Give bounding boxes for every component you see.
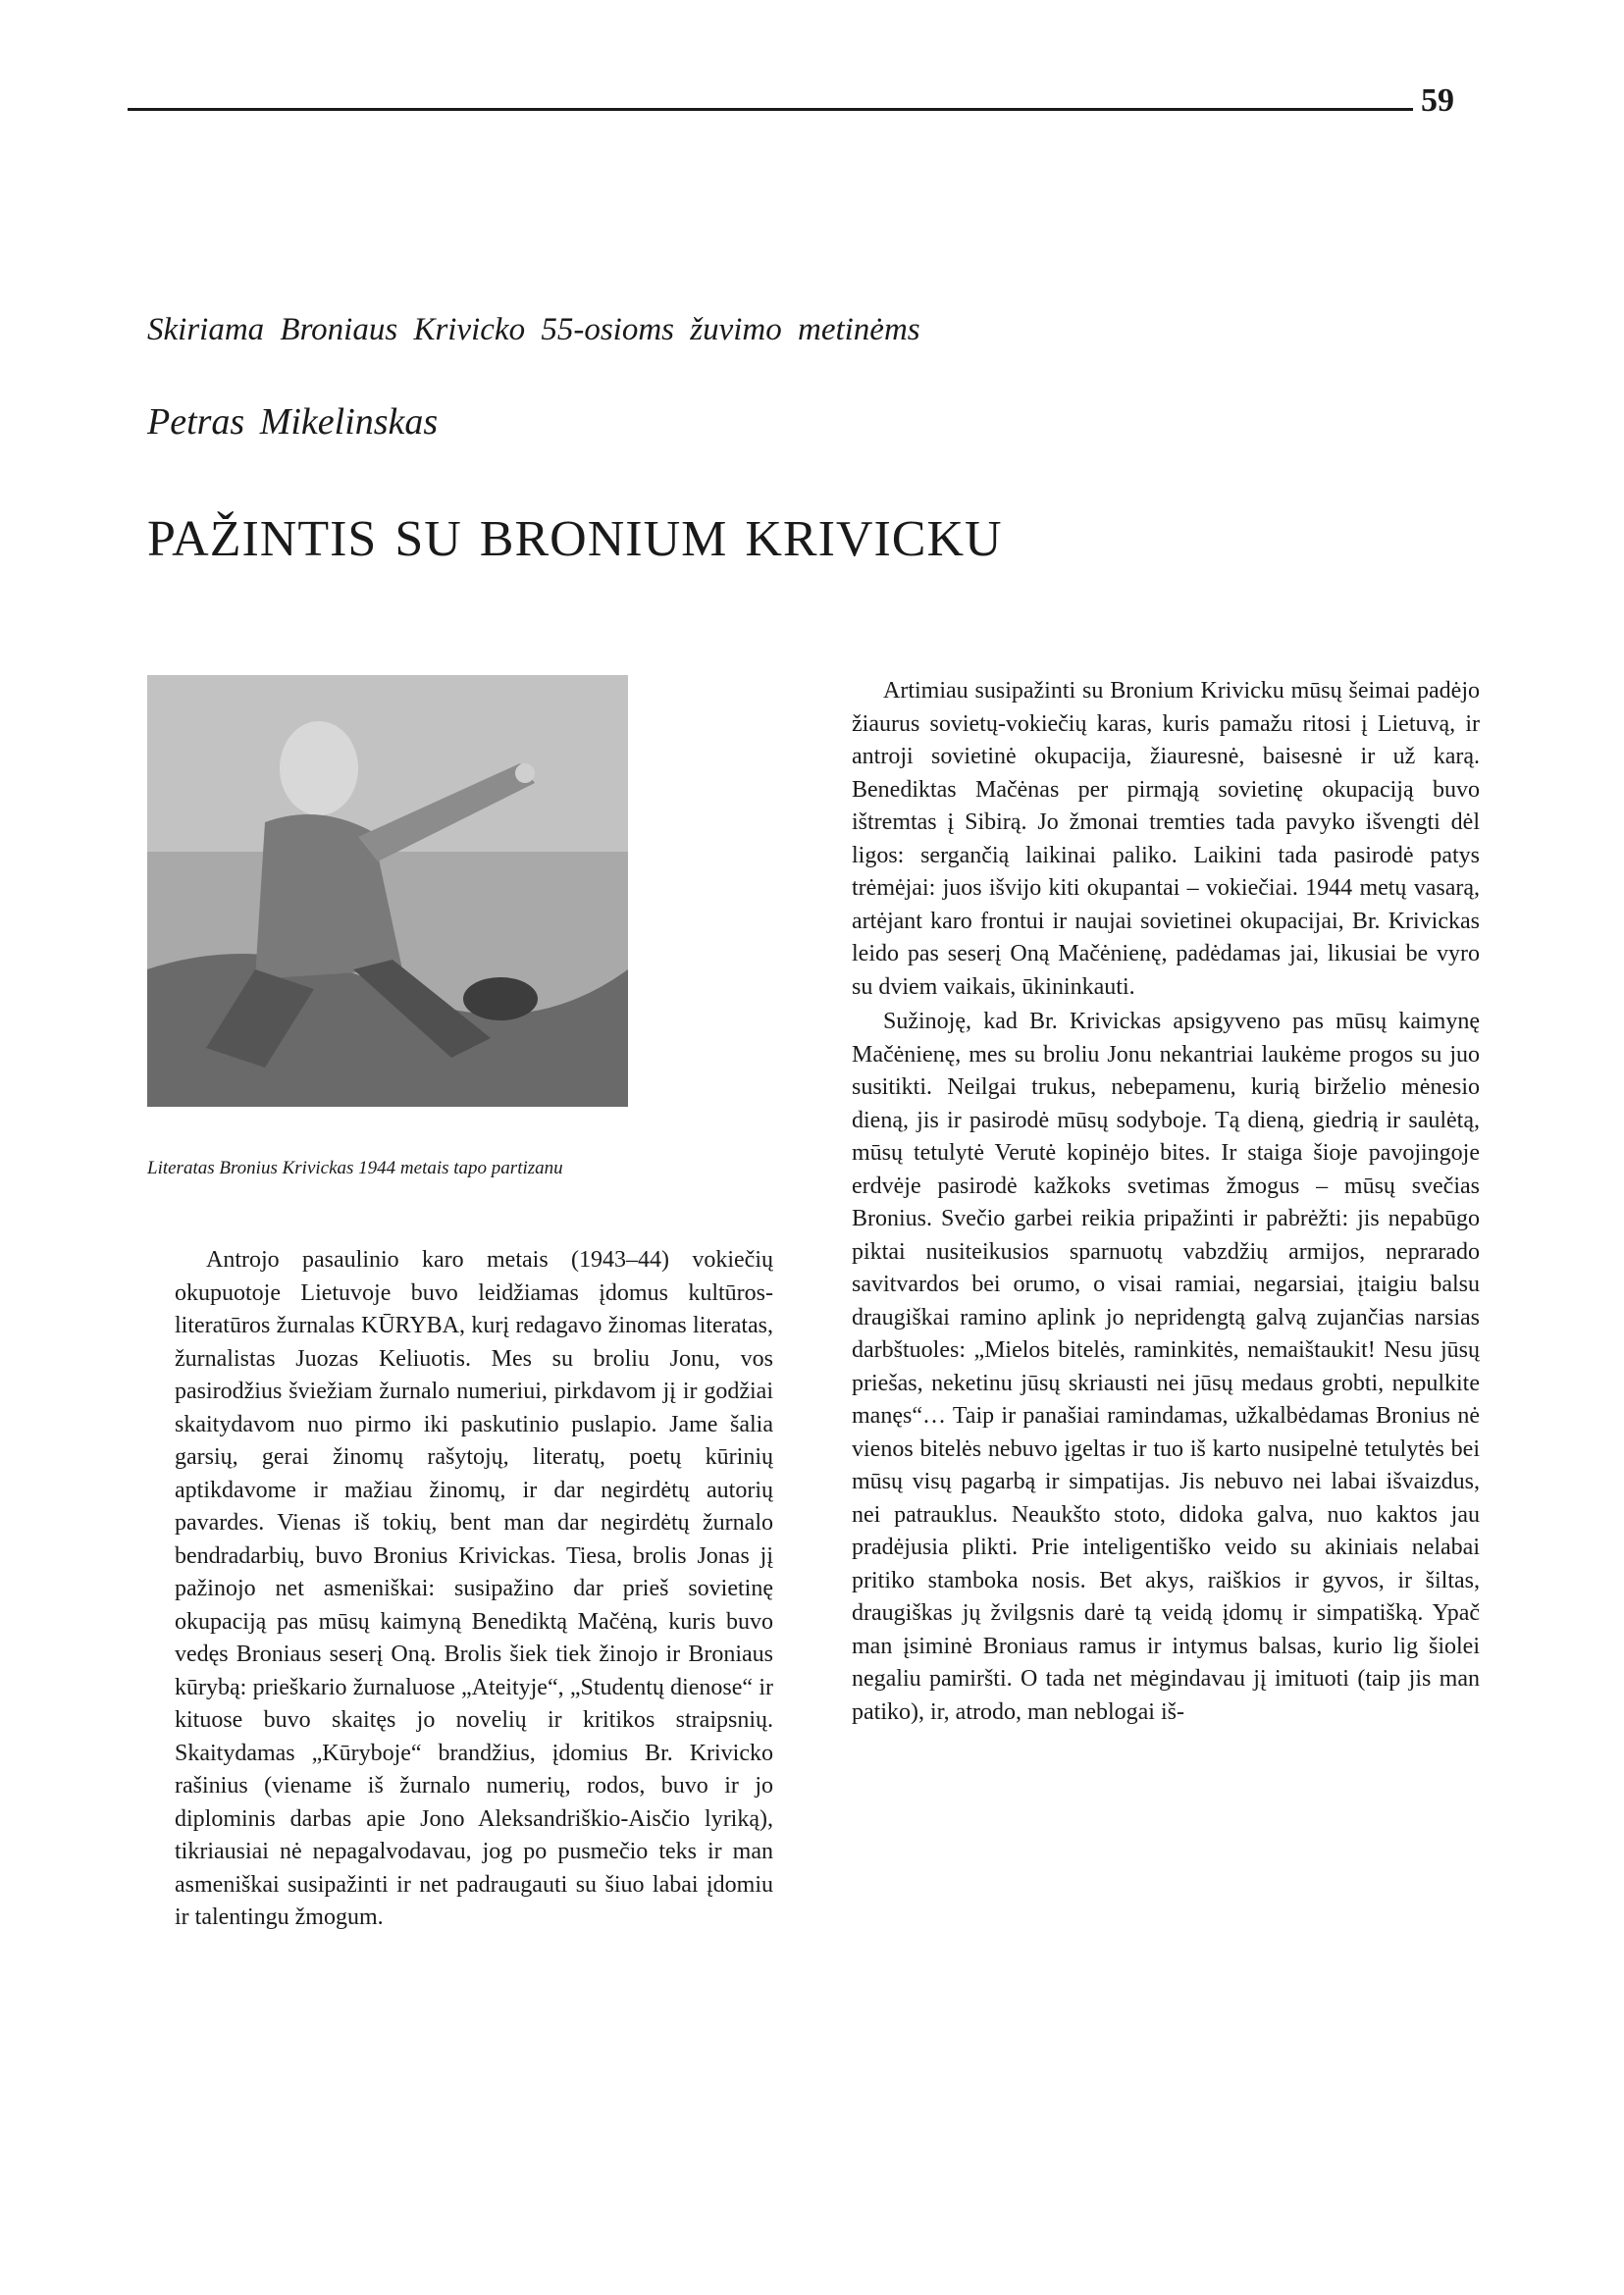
paragraph: Artimiau susipažinti su Bronium Krivicku mūsų šeimai padėjo žiaurus sovietų-vokiečių karas, kuris pamažu ritosi į Lietuvą, ir antroji sovietinė okupacija, žiauresnė, baisesnė ir už karą. Benediktas Mačėnas per pirmąją sovietinę okupaciją buvo ištremtas į Sibirą. Jo žmonai tremties tada pavyko išvengti dėl ligos: sergančią laikinai paliko. Laikini tada pasirodė patys trėmėjai: juos išvijo kiti okupantai – vokiečiai. 1944 metų vasarą, artėjant karo frontui ir naujai sovietinei okupacijai, Br. Krivickas leido pas seserį Oną Mačėnienę, padėdamas jai, likusiai be vyro su dviem vaikais, ūkininkauti. xyxy=(852,678,1480,1000)
figure-photo xyxy=(147,675,628,1107)
author-name: Petras Mikelinskas xyxy=(147,401,439,443)
paragraph: Antrojo pasaulinio karo metais (1943–44) vokiečių okupuotoje Lietuvoje buvo leidžiamas įdomus kultūros-literatūros žurnalas KŪRYBA, kurį redagavo žinomas literatas, žurnalistas Juozas Keliuotis. Mes su broliu Jonu, vos pasirodžius šviežiam žurnalo numeriui, pirkdavom jį ir godžiai skaitydavom nuo pirmo iki paskutinio puslapio. Jame šalia garsių, gerai žinomų rašytojų, literatų, poetų kūrinių aptikdavome ir mažiau žinomų, ir dar negirdėtų autorių pavardes. Vienas iš tokių, bent man dar negirdėtų žurnalo bendradarbių, buvo Bronius Krivickas. Tiesa, brolis Jonas jį pažinojo net asmeniškai: susipažino dar prieš sovietinę okupaciją pas mūsų kaimyną Benediktą Mačėną, kuris buvo vedęs Broniaus seserį Oną. Brolis šiek tiek žinojo ir Broniaus kūrybą: prieškario žurnaluose „Ateityje“, „Studentų dienose“ ir kituose buvo skaitęs jo novelių ir kritikos straipsnių. Skaitydamas „Kūryboje“ brandžius, įdomius Br. Krivicko rašinius (viename iš žurnalo numerių, rodos, buvo ir jo diplominis darbas apie Jono Aleksandriškio-Aisčio lyriką), tikriausiai nė nepagalvodavau, jog po pusmečio teks ir man asmeniškai susipažinti ir net padraugauti su šiuo labai įdomiu ir talentingu žmogum. xyxy=(175,1247,773,1930)
body-right-column xyxy=(852,675,1480,1729)
paragraph: Sužinoję, kad Br. Krivickas apsigyveno pas mūsų kaimynę Mačėnienę, mes su broliu Jonu nekantriai laukėme progos su juo susitikti. Neilgai trukus, nebepamenu, kurią birželio mėnesio dieną, jis ir pasirodė mūsų sodyboje. Tą dieną, giedrią ir saulėtą, mūsų tetulytė Verutė kopinėjo bites. Ir staiga šioje pavojingoje erdvėje pasirodė kažkoks svetimas žmogus – mūsų svečias Bronius. Svečio garbei reikia pripažinti ir pabrėžti: jis nepabūgo piktai nusiteikusios sparnuotų vabzdžių armijos, neprarado savitvardos bei orumo, o visai ramiai, negarsiai, įtaigiu balsu draugiškai ramino aplink jo nepridengtą galvą zujančias narsias darbštuoles: „Mielos bitelės, raminkitės, nemaištaukit! Nesu jūsų priešas, neketinu jūsų skriausti nei jūsų medaus grobti, nepulkite manęs“… Taip ir panašiai ramindamas, užkalbėdamas Bronius nė vienos bitelės nebuvo įgeltas ir tuo iš karto nusipelnė tetulytės bei mūsų visų pagarbą ir simpatijas. Jis nebuvo nei labai išvaizdus, nei patrauklus. Neaukšto stoto, didoka galva, nuo kaktos jau pradėjusia plikti. Prie inteligentiško veido su akiniais nelabai pritiko stamboka nosis. Bet akys, raiškios ir gyvos, ir šiltas, draugiškas jų žvilgsnis darė tą veidą įdomų ir simpatišką. Ypač man įsiminė Broniaus ramus ir intymus balsas, kurio lig šiolei negaliu pamiršti. O tada net mėgindavau jį imituoti (taip jis man patiko), ir, atrodo, man neblogai iš- xyxy=(852,1009,1480,1725)
page-number: 59 xyxy=(1421,82,1454,119)
header-rule xyxy=(128,108,1413,111)
article-title: PAŽINTIS SU BRONIUM KRIVICKU xyxy=(147,511,1003,567)
figure-caption: Literatas Bronius Krivickas 1944 metais tapo partizanu xyxy=(147,1158,563,1178)
body-left-column xyxy=(175,1244,773,1935)
photo-illustration xyxy=(147,675,628,1107)
dedication: Skiriama Broniaus Krivicko 55-osioms žuvimo metinėms xyxy=(147,312,920,347)
